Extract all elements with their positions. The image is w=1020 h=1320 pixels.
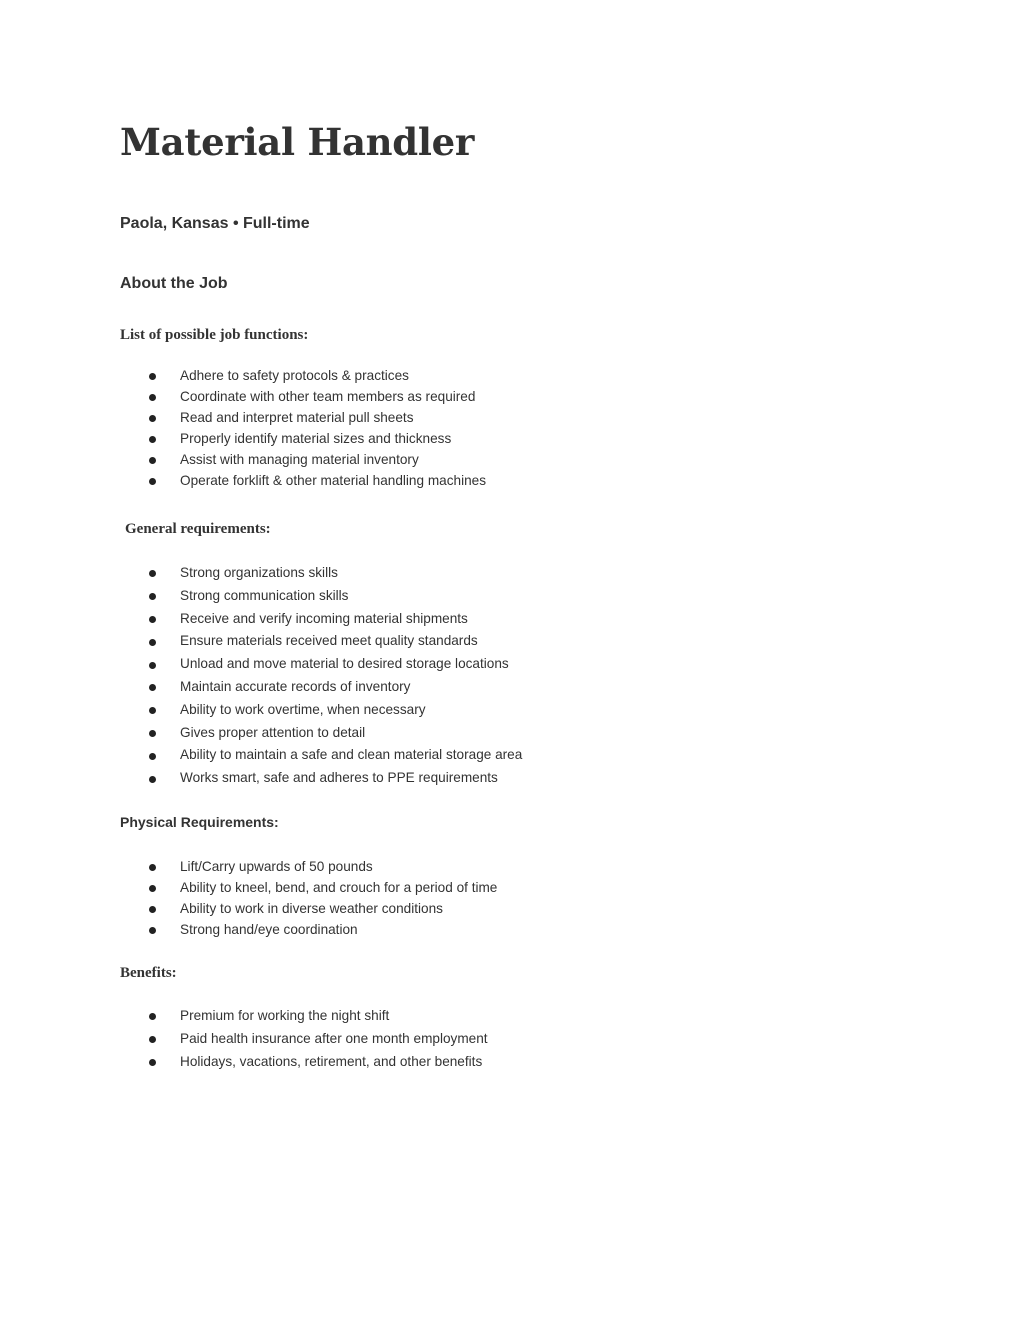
list-item: Ability to kneel, bend, and crouch for a period of time xyxy=(0,877,497,898)
bullet-icon xyxy=(149,570,156,577)
physical-list xyxy=(0,856,497,940)
list-item: Strong hand/eye coordination xyxy=(0,919,497,940)
bullet-icon xyxy=(149,885,156,892)
bullet-icon xyxy=(149,394,156,401)
list-item: Paid health insurance after one month employment xyxy=(0,1028,488,1051)
list-item: Gives proper attention to detail xyxy=(0,722,522,745)
benefits-list xyxy=(0,1005,488,1073)
bullet-icon xyxy=(149,593,156,600)
bullet-icon xyxy=(149,906,156,913)
bullet-icon xyxy=(149,927,156,934)
physical-heading: Physical Requirements: xyxy=(120,814,279,830)
bullet-icon xyxy=(149,662,156,669)
list-item: Maintain accurate records of inventory xyxy=(0,676,522,699)
list-item: Operate forklift & other material handling machines xyxy=(0,470,486,491)
bullet-icon xyxy=(149,616,156,623)
general-heading: General requirements: xyxy=(125,521,271,537)
page-title: Material Handler xyxy=(120,120,475,164)
list-item: Lift/Carry upwards of 50 pounds xyxy=(0,856,497,877)
bullet-icon xyxy=(149,457,156,464)
list-item: Ensure materials received meet quality standards xyxy=(0,630,522,653)
bullet-icon xyxy=(149,707,156,714)
list-item: Premium for working the night shift xyxy=(0,1005,488,1028)
list-item: Works smart, safe and adheres to PPE requirements xyxy=(0,767,522,790)
list-item: Strong organizations skills xyxy=(0,562,522,585)
bullet-icon xyxy=(149,1059,156,1066)
bullet-icon xyxy=(149,639,156,646)
list-item: Holidays, vacations, retirement, and other benefits xyxy=(0,1051,488,1074)
bullet-icon xyxy=(149,373,156,380)
job-location-type: Paola, Kansas • Full-time xyxy=(120,215,310,232)
list-item: Coordinate with other team members as required xyxy=(0,386,486,407)
functions-list xyxy=(0,365,486,491)
list-item: Strong communication skills xyxy=(0,585,522,608)
bullet-icon xyxy=(149,776,156,783)
bullet-icon xyxy=(149,753,156,760)
bullet-icon xyxy=(149,436,156,443)
bullet-icon xyxy=(149,684,156,691)
list-item: Receive and verify incoming material shipments xyxy=(0,608,522,631)
list-item: Ability to work overtime, when necessary xyxy=(0,699,522,722)
general-list xyxy=(0,562,522,790)
bullet-icon xyxy=(149,1013,156,1020)
list-item: Assist with managing material inventory xyxy=(0,449,486,470)
bullet-icon xyxy=(149,478,156,485)
list-item: Adhere to safety protocols & practices xyxy=(0,365,486,386)
list-item: Ability to work in diverse weather conditions xyxy=(0,898,497,919)
benefits-heading: Benefits: xyxy=(120,965,177,981)
bullet-icon xyxy=(149,1036,156,1043)
functions-heading: List of possible job functions: xyxy=(120,327,309,343)
about-heading: About the Job xyxy=(120,275,228,292)
bullet-icon xyxy=(149,730,156,737)
list-item: Unload and move material to desired storage locations xyxy=(0,653,522,676)
bullet-icon xyxy=(149,415,156,422)
list-item: Read and interpret material pull sheets xyxy=(0,407,486,428)
bullet-icon xyxy=(149,864,156,871)
list-item: Properly identify material sizes and thickness xyxy=(0,428,486,449)
list-item: Ability to maintain a safe and clean material storage area xyxy=(0,744,522,767)
